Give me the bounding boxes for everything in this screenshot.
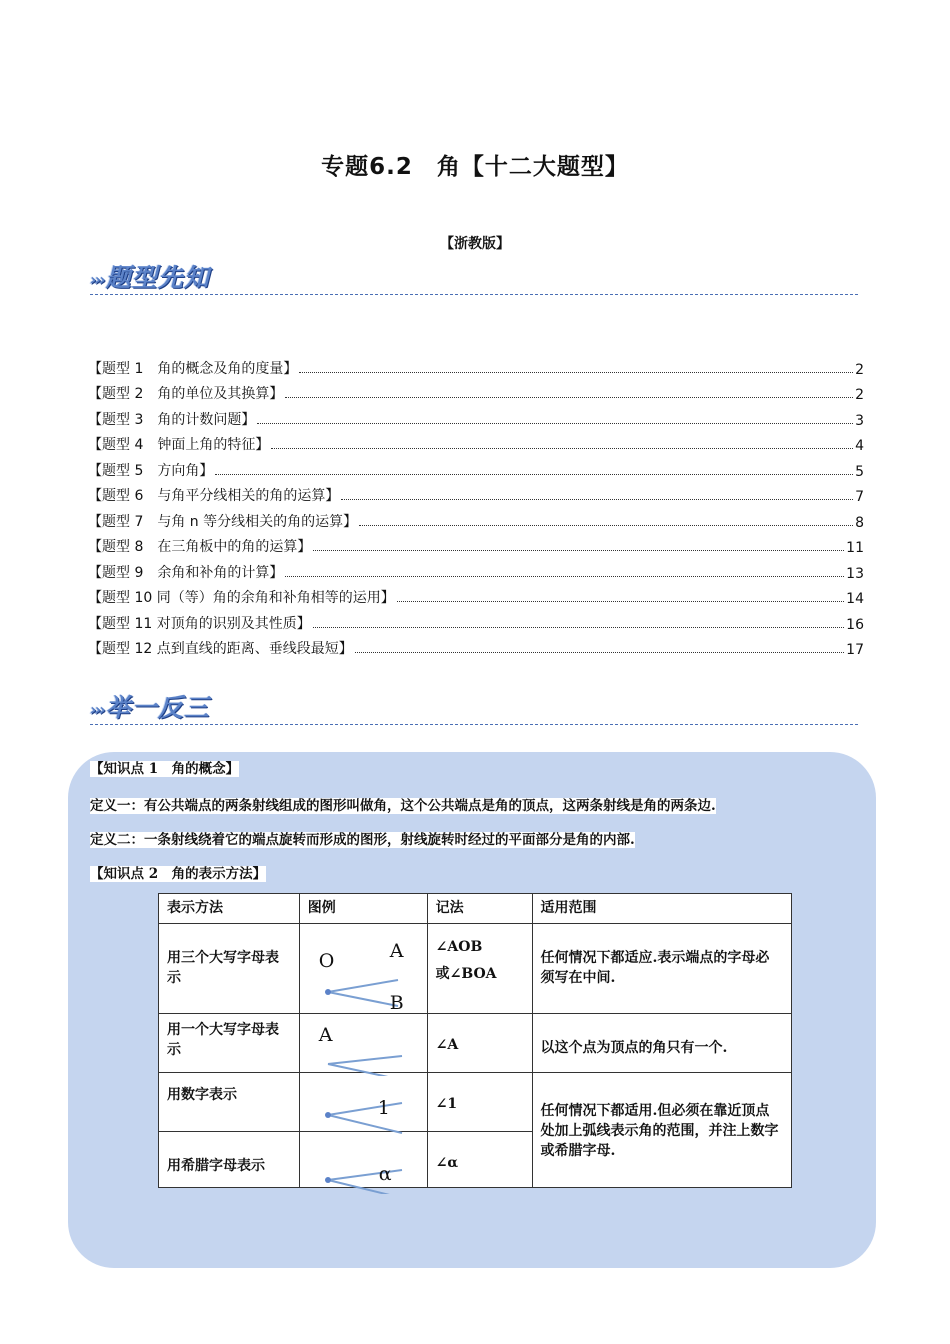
divider [90, 724, 858, 725]
label-alpha: α [378, 1163, 392, 1185]
toc-item[interactable]: 【题型 9 余角和补角的计算】 13 [88, 564, 864, 582]
table-row [159, 1073, 792, 1132]
label-b: B [389, 992, 404, 1014]
toc-item[interactable]: 【题型 4 钟面上角的特征】 4 [88, 437, 864, 454]
angle-notation-table [158, 893, 792, 1188]
knowledge-point-2-title: 【知识点 2 角的表示方法】 [90, 866, 267, 882]
page-title: 专题6.2 角【十二大题型】 [321, 154, 629, 180]
scope-cell: 任何情况下都适应.表示端点的字母必须写在中间. [540, 950, 770, 986]
header-figure: 图例 [299, 894, 427, 924]
method-cell: 用一个大写字母表示 [167, 1022, 279, 1058]
knowledge-point-1-title: 【知识点 1 角的概念】 [90, 761, 240, 777]
label-a: A [389, 940, 404, 962]
toc-item[interactable]: 【题型 8 在三角板中的角的运算】 11 [88, 539, 864, 556]
angle-figure-greek [300, 1132, 410, 1187]
header-notation: 记法 [427, 894, 532, 924]
scope-cell: 任何情况下都适用.但必须在靠近顶点处加上弧线表示角的范围，并注上数字或希腊字母. [540, 1103, 779, 1159]
notation-cell: ∠A [435, 1037, 459, 1053]
method-cell: 用数字表示 [167, 1087, 237, 1103]
toc-item[interactable]: 【题型 11 对顶角的识别及其性质】 16 [88, 615, 864, 633]
angle-rays-icon [300, 1073, 428, 1135]
angle-figure-number [300, 1073, 410, 1131]
toc-item[interactable]: 【题型 7 与角 n 等分线相关的角的运算】 8 [88, 513, 864, 531]
arrows-icon: ››› [90, 269, 104, 289]
label-1: 1 [377, 1097, 390, 1119]
toc-item[interactable]: 【题型 1 角的概念及角的度量】 2 [88, 360, 864, 378]
toc-item[interactable]: 【题型 2 角的单位及其换算】 2 [88, 386, 864, 403]
angle-rays-icon [300, 1132, 428, 1194]
toc-item[interactable]: 【题型 6 与角平分线相关的角的运算】 7 [88, 488, 864, 505]
toc-item[interactable]: 【题型 12 点到直线的距离、垂线段最短】 17 [88, 641, 864, 658]
notation-cell: ∠α [435, 1155, 459, 1171]
toc-item[interactable]: 【题型 5 方向角】 5 [88, 462, 864, 480]
arrows-icon: ››› [90, 699, 104, 719]
toc-item[interactable]: 【题型 10 同（等）角的余角和补角相等的运用】 14 [88, 590, 864, 607]
section-banner-types: ›››题型先知 [90, 263, 210, 292]
edition-label: 【浙教版】 [440, 236, 510, 252]
toc-item[interactable]: 【题型 3 角的计数问题】 3 [88, 411, 864, 429]
header-scope: 适用范围 [532, 894, 791, 924]
label-a: A [318, 1024, 333, 1046]
method-cell: 用希腊字母表示 [167, 1158, 265, 1174]
divider [90, 294, 858, 295]
notation-cell: ∠1 [435, 1096, 458, 1112]
definition-1: 定义一：有公共端点的两条射线组成的图形叫做角，这个公共端点是角的顶点，这两条射线是角的两条边. [90, 798, 716, 814]
section-banner-examples: ›››举一反三 [90, 693, 210, 722]
angle-figure-three-letters [300, 924, 410, 1014]
table-row [159, 1014, 792, 1073]
label-o: O [318, 950, 335, 972]
method-cell: 用三个大写字母表示 [167, 950, 279, 986]
header-method: 表示方法 [159, 894, 300, 924]
table-of-contents [88, 352, 864, 658]
scope-cell: 以这个点为顶点的角只有一个. [540, 1040, 728, 1056]
angle-figure-one-letter [300, 1014, 410, 1072]
table-header-row [159, 894, 792, 924]
definition-2: 定义二：一条射线绕着它的端点旋转而形成的图形，射线旋转时经过的平面部分是角的内部. [90, 832, 635, 848]
table-row [159, 924, 792, 1014]
notation-cell: ∠AOB 或∠BOA [435, 939, 497, 982]
